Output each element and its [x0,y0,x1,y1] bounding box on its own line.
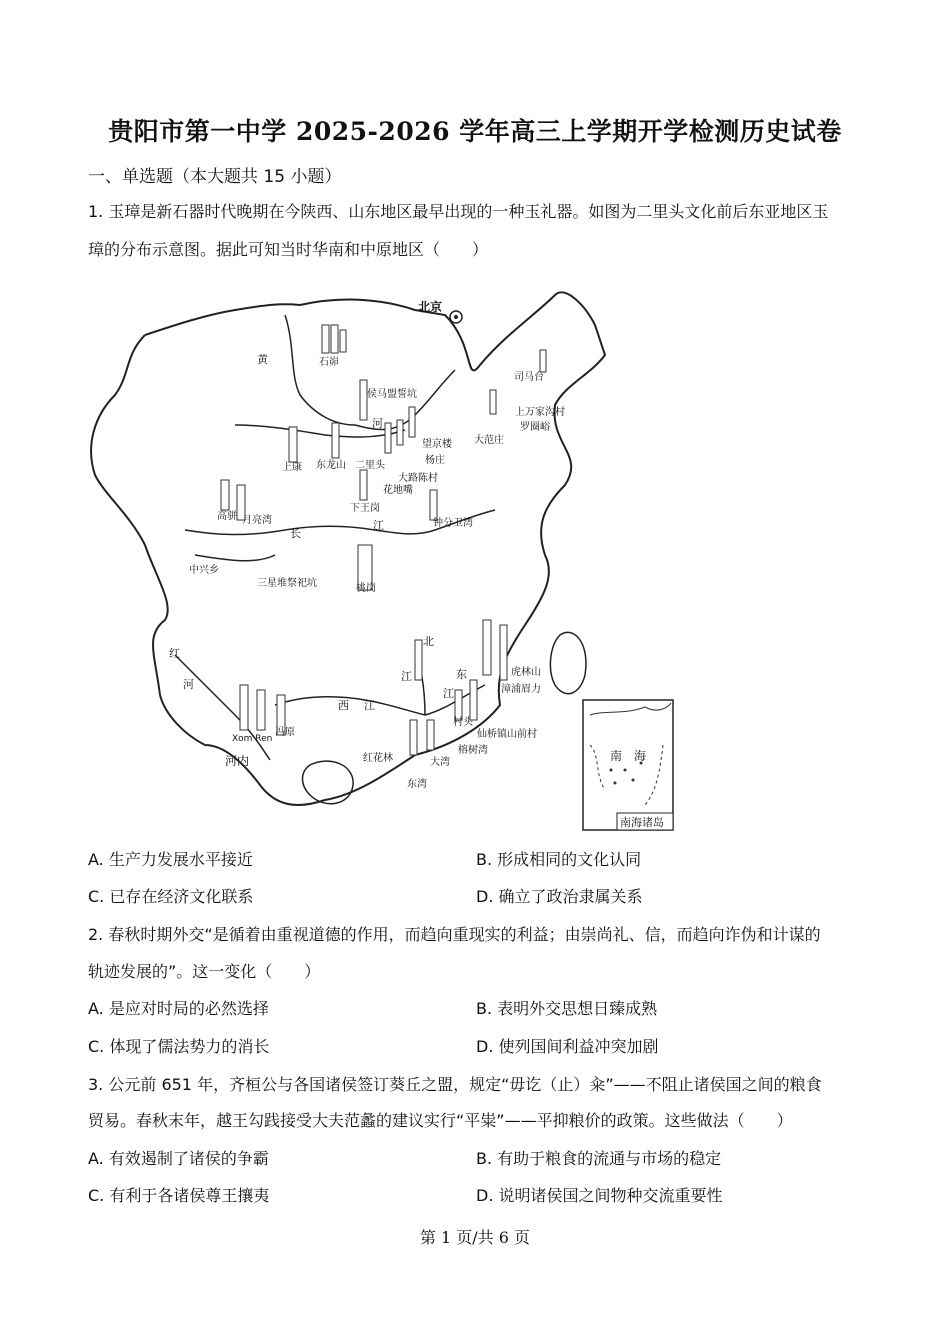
river-label: 江 [373,519,384,532]
site-label: 望京楼 [422,439,452,450]
south-china-sea-inset [583,700,673,830]
site-label: 大路陈村 [398,473,438,484]
river-label: 江 [364,699,375,712]
site-label: 钟分卫湾 [433,518,473,529]
site-label: 仙桥镇山前村 [477,729,537,740]
inset-caption: 南海诸岛 [620,816,664,829]
question-3-stem-line-1: 3. 公元前 651 年，齐桓公与各国诸侯签订葵丘之盟，规定“毋讫（止）籴”——不阻止诸侯国之间的粮食 [88,1075,822,1094]
site-label: 二里头 [355,460,385,471]
site-label: 罗圈峪 [520,422,550,433]
site-label: 月亮湾 [242,515,272,526]
question-2-stem-line-1: 2. 春秋时期外交“是循着由重视道德的作用，而趋向重现实的利益；由崇尚礼、信，而趋向诈伪和计谋的 [88,925,821,944]
jade-zhang-distribution-map [85,275,678,835]
q1-option-b[interactable]: B. 形成相同的文化认同 [476,850,642,869]
q3-option-a[interactable]: A. 有效遏制了诸侯的争霸 [88,1149,269,1168]
site-label: 三星堆祭祀坑 [257,578,317,589]
question-1-stem-line-2: 璋的分布示意图。据此可知当时华南和中原地区（ ） [88,240,489,259]
river-label: 西 [338,699,349,712]
river-label: 黄 [257,353,268,366]
q2-option-c[interactable]: C. 体现了儒法势力的消长 [88,1037,270,1056]
section-heading: 一、单选题（本大题共 15 小题） [88,167,342,187]
site-label: 司马台 [514,372,544,383]
site-label: 杨庄 [425,455,445,466]
river-label: 东 [456,668,467,681]
site-label: 东湾 [407,779,427,790]
site-label: 上康 [282,462,302,473]
site-label: 大范庄 [474,435,504,446]
q3-option-d[interactable]: D. 说明诸侯国之间物种交流重要性 [476,1186,723,1205]
page-footer: 第 1 页/共 6 页 [419,1228,531,1247]
q1-option-a[interactable]: A. 生产力发展水平接近 [88,850,253,869]
q3-option-b[interactable]: B. 有助于粮食的流通与市场的稳定 [476,1149,722,1168]
site-label: 榕树湾 [458,745,488,756]
site-label: 红花林 [363,753,393,764]
river-label: 江 [401,670,412,683]
question-2-stem-line-2: 轨迹发展的”。这一变化（ ） [88,962,321,981]
site-label: 花地嘴 [383,485,413,496]
question-1-stem-line-1: 1. 玉璋是新石器时代晚期在今陕西、山东地区最早出现的一种玉礼器。如图为二里头文化前后东亚地区玉 [88,202,829,221]
site-label: 东龙山 [316,460,346,471]
q1-option-c[interactable]: C. 已存在经济文化联系 [88,887,254,906]
exam-title: 贵阳市第一中学 2025-2026 学年高三上学期开学检测历史试卷 [108,117,842,146]
site-label: 冯原 [275,727,295,738]
site-label: 大湾 [430,757,450,768]
q2-option-d[interactable]: D. 使列国间利益冲突加剧 [476,1037,659,1056]
site-label: 河内 [225,754,250,768]
q3-option-c[interactable]: C. 有利于各诸侯尊王攘夷 [88,1186,270,1205]
q2-option-a[interactable]: A. 是应对时局的必然选择 [88,999,269,1018]
site-label: 漳浦眉力 [501,684,541,695]
inset-sea-label: 南 海 [610,749,647,763]
q2-option-b[interactable]: B. 表明外交思想日臻成熟 [476,999,658,1018]
site-label: 虎林山 [511,667,541,678]
q1-option-d[interactable]: D. 确立了政治隶属关系 [476,887,643,906]
river-label: 江 [443,687,454,700]
site-label: 中兴乡 [189,565,219,576]
site-label: 石峁 [319,357,339,368]
site-label: 上万家沟村 [515,407,565,418]
site-label: 侯马盟誓坑 [367,389,417,400]
river-label: 长 [290,527,301,540]
site-label: 高骈 [217,511,237,522]
site-label: 下王岗 [350,503,380,514]
site-label: Xom Ren [232,734,273,744]
river-label: 北 [423,635,434,648]
river-label: 河 [372,417,383,430]
river-label: 红 [169,647,180,660]
site-label: 村头 [453,717,473,728]
capital-label: 北京 [418,300,443,314]
question-3-stem-line-2: 贸易。春秋末年，越王勾践接受大夫范蠡的建议实行“平粜”——平抑粮价的政策。这些做法（ ） [88,1111,793,1130]
site-label: 桃岗 [356,583,376,594]
river-label: 河 [183,678,194,691]
